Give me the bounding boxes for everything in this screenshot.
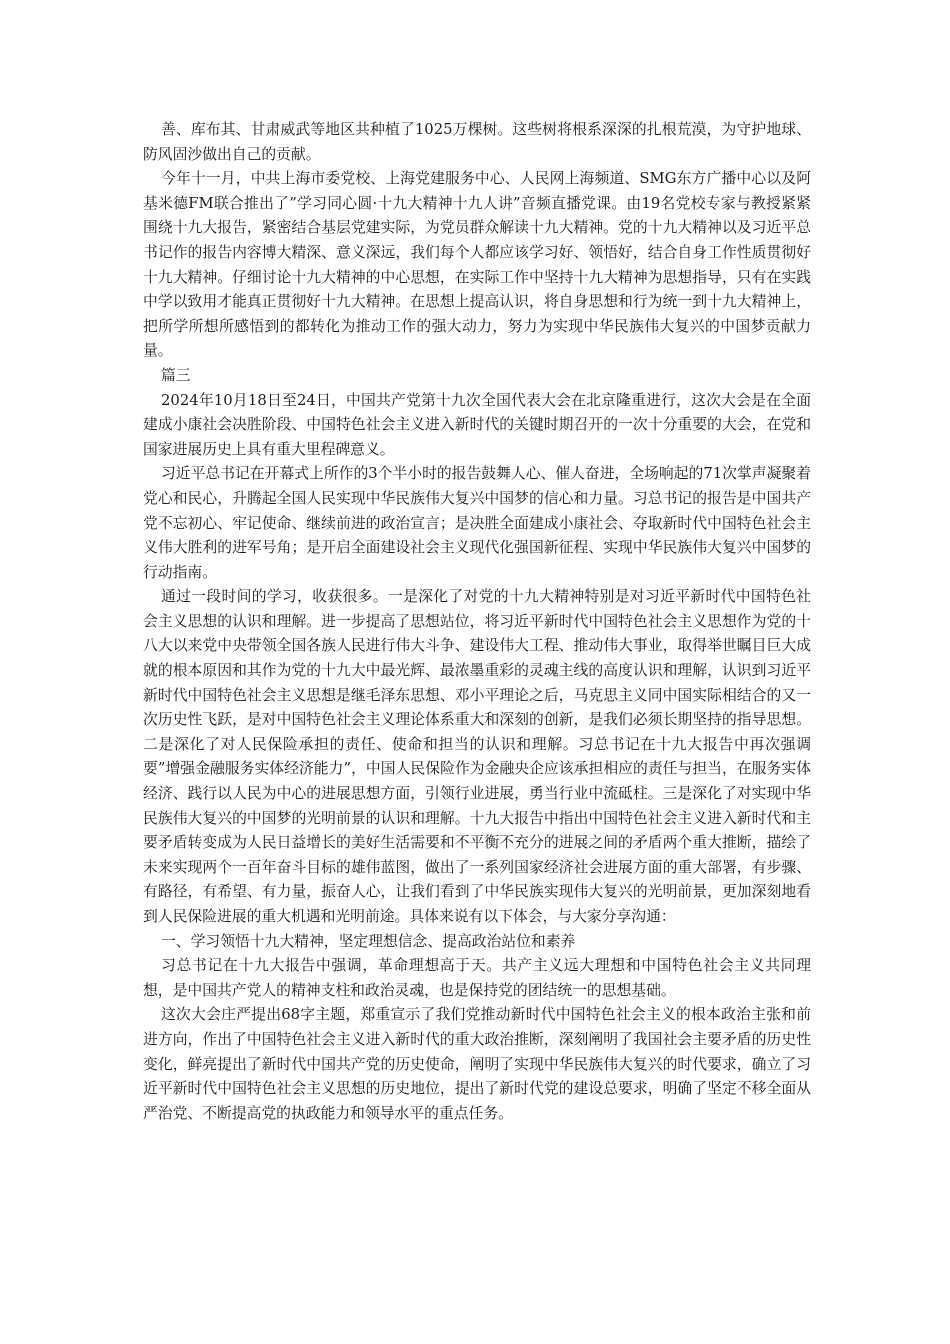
section-title-part-three: 篇三 [161,366,191,384]
paragraph-7: 这次大会庄严提出68字主题，郑重宣示了我们党推动新时代中国特色社会主义的根本政治主张和前进方向，作出了中国特色社会主义进入新时代的重大政治推断，深刻阐明了我国社会主要矛盾的历史性变化，鲜亮提出了新时代中国共产党的历史使命，阐明了实现中华民族伟大复兴的时代要求，确立了习近平新时代中国特色社会主义思想的历史地位，提出了新时代党的建设总要求，明确了坚定不移全面从严治党、不断提高党的执政能力和领导水平的重点任务。 [143,1006,811,1122]
paragraph-6: 习总书记在十九大报告中强调，革命理想高于天。共产主义远大理想和中国特色社会主义共同理想，是中国共产党人的精神支柱和政治灵魂，也是保持党的团结统一的思想基础。 [143,957,811,999]
paragraph-5: 通过一段时间的学习，收获很多。一是深化了对党的十九大精神特别是对习近平新时代中国特色社会主义思想的认识和理解。进一步提高了思想站位，将习近平新时代中国特色社会主义思想作为党的十八大以来党中央带领全国各族人民进行伟大斗争、建设伟大工程、推动伟大事业，取得举世瞩目巨大成就的根本原因和其作为党的十九大中最光辉、最浓墨重彩的灵魂主线的高度认识和理解，认识到习近平新时代中国特色社会主义思想是继毛泽东思想、邓小平理论之后，马克思主义同中国实际相结合的又一次历史性飞跃，是对中国特色社会主义理论体系重大和深刻的创新，是我们必须长期坚持的指导思想。二是深化了对人民保险承担的责任、使命和担当的认识和理解。习总书记在十九大报告中再次强调要”增强金融服务实体经济能力”，中国人民保险作为金融央企应该承担相应的责任与担当，在服务实体经济、践行以人民为中心的进展思想方面，引领行业进展，勇当行业中流砥柱。三是深化了对实现中华民族伟大复兴的中国梦的光明前景的认识和理解。十九大报告中指出中国特色社会主义进入新时代和主要矛盾转变成为人民日益增长的美好生活需要和不平衡不充分的进展之间的矛盾两个重大推断，描绘了未来实现两个一百年奋斗目标的雄伟蓝图，做出了一系列国家经济社会进展方面的重大部署，有步骤、有路径，有希望、有力量，振奋人心，让我们看到了中华民族实现伟大复兴的光明前景，更加深刻地看到人民保险进展的重大机遇和光明前途。具体来说有以下体会，与大家分享沟通： [143,588,811,925]
paragraph-1: 善、库布其、甘肃威武等地区共种植了1025万棵树。这些树将根系深深的扎根荒漠，为守护地球、防风固沙做出自己的贡献。 [143,121,811,163]
paragraph-4: 习近平总书记在开幕式上所作的3个半小时的报告鼓舞人心、催人奋进，全场响起的71次掌声凝聚着党心和民心，升腾起全国人民实现中华民族伟大复兴中国梦的信心和力量。习总书记的报告是中国共产党不忘初心、牢记使命、继续前进的政治宣言；是决胜全面建成小康社会、夺取新时代中国特色社会主义伟大胜利的进军号角；是开启全面建设社会主义现代化强国新征程、实现中华民族伟大复兴中国梦的行动指南。 [143,465,811,581]
paragraph-3: 2024年10月18日至24日，中国共产党第十九次全国代表大会在北京隆重进行，这次大会是在全面建成小康社会决胜阶段、中国特色社会主义进入新时代的关键时期召开的一次十分重要的大会，在党和国家进展历史上具有重大里程碑意义。 [143,391,811,458]
paragraph-2: 今年十一月，中共上海市委党校、上海党建服务中心、人民网上海频道、SMG东方广播中心以及阿基米德FM联合推出了”学习同心圆·十九大精神十九人讲”音频直播党课。由19名党校专家与教授紧紧围绕十九大报告，紧密结合基层党建实际，为党员群众解读十九大精神。党的十九大精神以及习近平总书记作的报告内容博大精深、意义深远，我们每个人都应该学习好、领悟好，结合自身工作性质贯彻好十九大精神。仔细讨论十九大精神的中心思想，在实际工作中坚持十九大精神为思想指导，只有在实践中学以致用才能真正贯彻好十九大精神。在思想上提高认识，将自身思想和行为统一到十九大精神上，把所学所想所感悟到的都转化为推动工作的强大动力，努力为实现中华民族伟大复兴的中国梦贡献力量。 [143,170,811,360]
document-body [143,118,811,1126]
section-heading-one: 一、学习领悟十九大精神，坚定理想信念、提高政治站位和素养 [161,932,576,950]
